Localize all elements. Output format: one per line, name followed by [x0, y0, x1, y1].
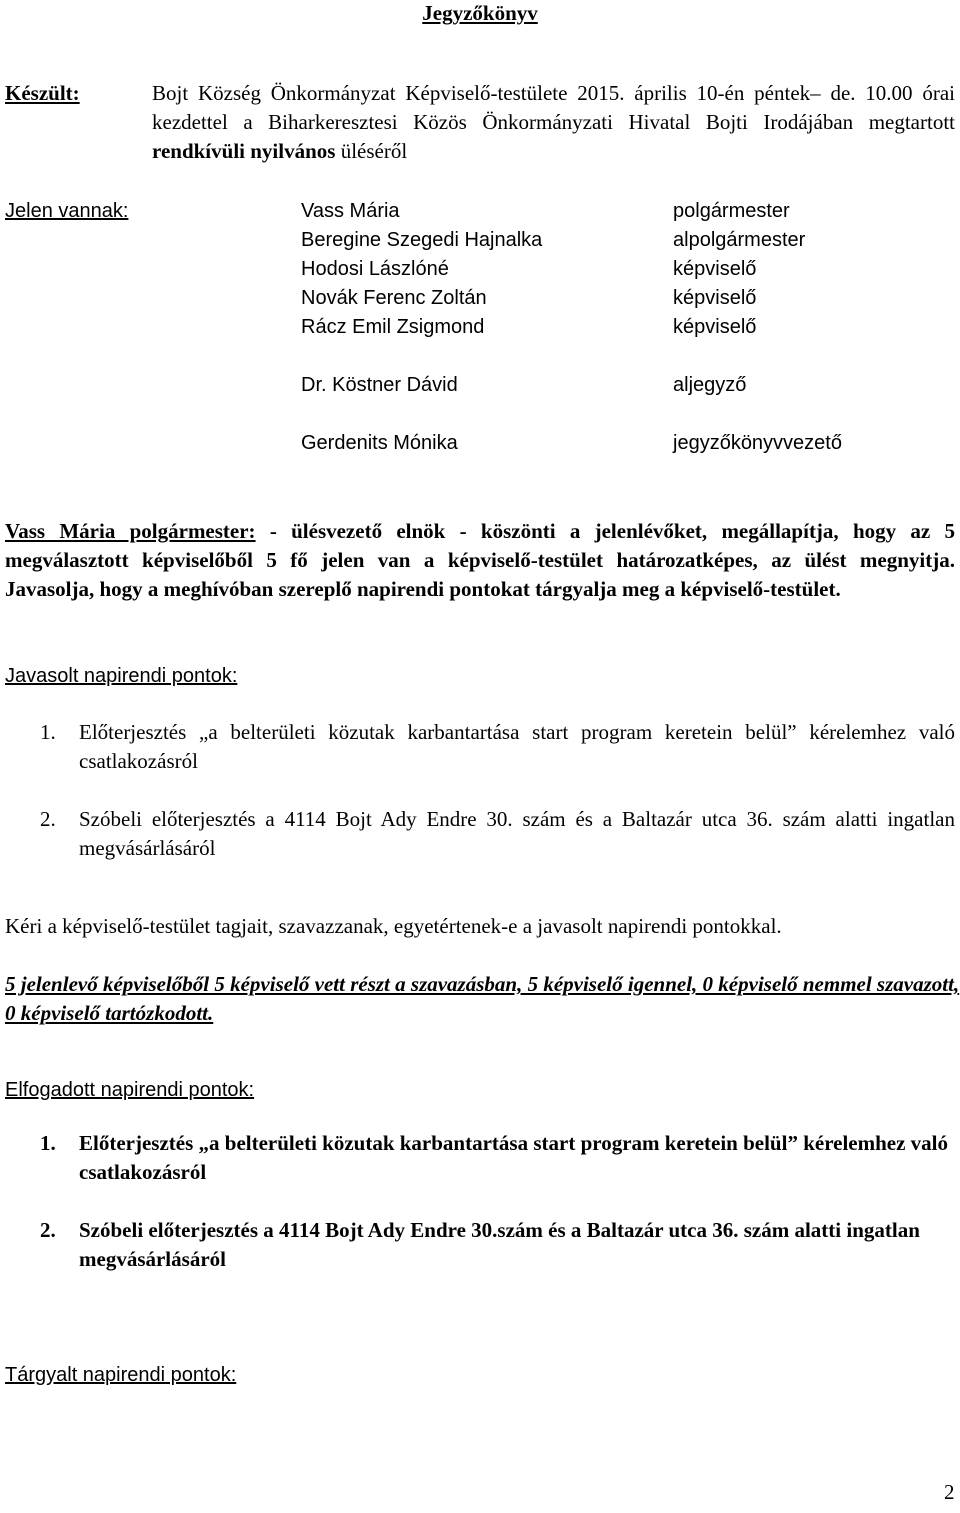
- member-role: alpolgármester: [673, 229, 806, 251]
- aljegyzo-role: aljegyző: [673, 374, 747, 396]
- keszult-post: üléséről: [335, 139, 408, 163]
- elfogadott-item-text: Előterjesztés „a belterületi közutak karbantartása start program keretein belül” kérelemhez való csatlakozásról: [79, 1131, 949, 1184]
- aljegyzo-name: Dr. Köstner Dávid: [301, 374, 458, 396]
- keri-paragraph: Kéri a képviselő-testület tagjait, szavazzanak, egyetértenek-e a javasolt napirendi pontokkal.: [5, 914, 782, 938]
- elfogadott-item-number: 2.: [40, 1218, 56, 1242]
- javasolt-item-number: 1.: [40, 720, 56, 744]
- jegyzokonyvvezeto-name: Gerdenits Mónika: [301, 432, 458, 454]
- keszult-bold: rendkívüli nyilvános: [152, 139, 336, 163]
- opening-text: - ülésvezető elnök - köszönti a jelenlévőket, megállapítja, hogy az 5 megválasztott képviselőből 5 fő jelen van a képviselő-testület határozatképes, az ülést megnyitja. Javasolja, hogy a meghívóban szereplő napirendi pontokat tárgyalja meg a képviselő-testület.: [5, 519, 955, 601]
- opening-speaker: Vass Mária polgármester:: [5, 519, 256, 543]
- javasolt-item-number: 2.: [40, 807, 56, 831]
- keszult-text: [152, 79, 955, 166]
- elfogadott-heading: Elfogadott napirendi pontok:: [5, 1079, 255, 1101]
- javasolt-item-text: Előterjesztés „a belterületi közutak karbantartása start program keretein belül” kérelemhez való csatlakozásról: [79, 720, 955, 773]
- jelen-label: Jelen vannak:: [5, 200, 129, 222]
- keszult-label: Készült:: [5, 81, 80, 105]
- member-role: képviselő: [673, 258, 757, 280]
- javasolt-heading: Javasolt napirendi pontok:: [5, 665, 238, 687]
- member-role: polgármester: [673, 200, 790, 222]
- member-name: Rácz Emil Zsigmond: [301, 316, 485, 338]
- member-name: Novák Ferenc Zoltán: [301, 287, 487, 309]
- elfogadott-item-text: Szóbeli előterjesztés a 4114 Bojt Ady Endre 30.szám és a Baltazár utca 36. szám alatti ingatlan megvásárlásáról: [79, 1218, 920, 1271]
- jegyzokonyvvezeto-role: jegyzőkönyvvezető: [673, 432, 842, 454]
- keszult-pre: Bojt Község Önkormányzat Képviselő-testülete 2015. április 10-én péntek– de. 10.00 órai kezdettel a Biharkeresztesi Közös Önkormányzati Hivatal Bojti Irodájában megtartott: [152, 81, 955, 134]
- targyalt-heading: Tárgyalt napirendi pontok:: [5, 1364, 237, 1386]
- member-name: Beregine Szegedi Hajnalka: [301, 229, 543, 251]
- document-title: Jegyzőkönyv: [422, 1, 538, 25]
- member-role: képviselő: [673, 316, 757, 338]
- elfogadott-item-number: 1.: [40, 1131, 56, 1155]
- vote-result: 5 jelenlevő képviselőből 5 képviselő vett részt a szavazásban, 5 képviselő igennel, 0 képviselő nemmel szavazott, 0 képviselő tartózkodott.: [5, 972, 960, 1025]
- javasolt-item-text: Szóbeli előterjesztés a 4114 Bojt Ady Endre 30. szám és a Baltazár utca 36. szám alatti ingatlan megvásárlásáról: [79, 807, 955, 860]
- page-number: 2: [944, 1480, 955, 1504]
- member-role: képviselő: [673, 287, 757, 309]
- member-name: Vass Mária: [301, 200, 400, 222]
- opening-paragraph: [5, 517, 955, 604]
- member-name: Hodosi Lászlóné: [301, 258, 449, 280]
